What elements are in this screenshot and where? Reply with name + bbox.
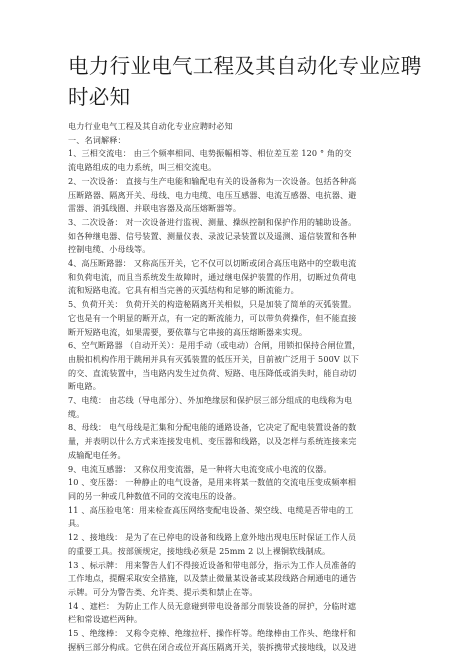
document-title bbox=[68, 51, 428, 113]
paragraph-line: 具。 bbox=[68, 518, 85, 529]
paragraph-line: 控制电缆、小母线等。 bbox=[68, 244, 151, 255]
paragraph-line: 2、一次设备： 直接与生产电能和输配电有关的设备称为一次设备。包括各种高 bbox=[68, 175, 357, 186]
paragraph-line: 14 、遮栏： 为防止工作人员无意碰到带电设备部分而装设备的屏护，分临时遮 bbox=[68, 600, 357, 611]
paragraph-line: 15 、绝缘棒： 又称令克棒、绝缘拉杆、操作杆等。绝缘棒由工作头、绝缘杆和 bbox=[68, 628, 357, 639]
document-subtitle: 电力行业电气工程及其自动化专业应聘时必知 bbox=[68, 121, 233, 131]
paragraph-line: 断电路。 bbox=[68, 381, 101, 392]
paragraph-line: 6、空气断路器 （自动开关）：是用手动（或电动）合闸，用锁扣保持合闸位置， bbox=[68, 340, 361, 351]
paragraph-line: 9、电流互感器： 又称仪用变流器，是一种将大电流变成小电流的仪器。 bbox=[68, 463, 332, 474]
paragraph-line: 栏和常设遮栏两种。 bbox=[68, 614, 143, 625]
paragraph-line: 12 、接地线： 是为了在已停电的设备和线路上意外地出现电压时保证工作人员 bbox=[68, 532, 357, 543]
paragraph-line: 由脱扣机构作用于跳闸并具有灭弧装置的低压开关，目前被广泛用于 500V 以下 bbox=[68, 353, 360, 364]
paragraph-line: 量，并表明以什么方式来连接发电机、变压器和线路，以及怎样与系统连接来完 bbox=[68, 436, 357, 447]
paragraph-line: 1、三相交流电： 由三个频率相同、电势振幅相等、相位差互差 120 ° 角的交 bbox=[68, 148, 352, 159]
document-body bbox=[68, 120, 416, 654]
paragraph-line: 缆。 bbox=[68, 408, 85, 419]
paragraph-line: 8、母线： 电气母线是汇集和分配电能的通路设备，它决定了配电装置设备的数 bbox=[68, 422, 357, 433]
paragraph-line: 它也是有一个明显的断开点，有一定的断流能力，可以带负荷操作，但不能直接 bbox=[68, 312, 357, 323]
paragraph-line: 5、负荷开关： 负荷开关的构造秘隔离开关相似，只是加装了简单的灭弧装置。 bbox=[68, 299, 357, 310]
body-text bbox=[68, 134, 416, 655]
title-line-2: 时必知 bbox=[68, 85, 131, 109]
paragraph-line: 如各种继电器、信号装置、测量仪表、录波记录装置以及遥测、遥信装置和各种 bbox=[68, 230, 357, 241]
paragraph-line: 成输配电任务。 bbox=[68, 449, 126, 460]
paragraph-line: 的重要工具。按部颁规定，接地线必须是 25mm 2 以上裸铜软线制成。 bbox=[68, 545, 331, 556]
paragraph-line: 示牌。可分为警告类、允许类、提示类和禁止在等。 bbox=[68, 586, 258, 597]
paragraph-line: 同的另一种或几种数值不同的交流电压的设备。 bbox=[68, 490, 242, 501]
paragraph-line: 3、二次设备： 对一次设备进行监视、测量、操纵控制和保护作用的辅助设备。 bbox=[68, 216, 357, 227]
paragraph-line: 10 、变压器： 一种静止的电气设备，是用来将某一数值的交流电压变成频率相 bbox=[68, 477, 357, 488]
paragraph-line: 11 、高压验电笔：用来检查高压网络变配电设备、架空线、电缆是否带电的工 bbox=[68, 504, 354, 515]
paragraph-line: 13 、标示牌： 用来警告人们不得接近设备和带电部分，指示为工作人员准备的 bbox=[68, 559, 357, 570]
paragraph-line: 一、名词解释： bbox=[68, 134, 126, 145]
paragraph-line: 断开短路电流，如果需要，要依靠与它串接的高压熔断器来实现。 bbox=[68, 326, 308, 337]
paragraph-line: 4、高压断路器： 又称高压开关，它不仅可以切断或闭合高压电路中的空载电流 bbox=[68, 258, 357, 269]
paragraph-line: 流电路组成的电力系统，叫三相交流电。 bbox=[68, 162, 217, 173]
paragraph-line: 的交、直流装置中，当电路内发生过负荷、短路、电压降低或消失时，能自动切 bbox=[68, 367, 357, 378]
paragraph-line: 雷器、消弧线圈、并联电容器及高压熔断器等。 bbox=[68, 203, 242, 214]
title-line-1: 电力行业电气工程及其自动化专业应聘 bbox=[68, 54, 422, 78]
paragraph-line: 工作地点，提醒采取安全措施，以及禁止微量某设备或某段线路合闸通电的通告 bbox=[68, 573, 357, 584]
paragraph-line: 和负荷电流，而且当系统发生故障时，通过继电保护装置的作用，切断过负荷电 bbox=[68, 271, 357, 282]
paragraph-line: 流和短路电流。它具有相当完善的灭弧结构和足够的断流能力。 bbox=[68, 285, 299, 296]
paragraph-line: 握柄三部分构成。它供在闭合或位开高压隔离开关，装拆携带式接地线，以及进 bbox=[68, 641, 357, 652]
paragraph-line: 7、电缆： 由芯线（导电部分）、外加绝缘层和保护层三部分组成的电线称为电 bbox=[68, 395, 353, 406]
paragraph-line: 压断路器、隔离开关、母线、电力电缆、电压互感器、电流互感器、电抗器、避 bbox=[68, 189, 357, 200]
